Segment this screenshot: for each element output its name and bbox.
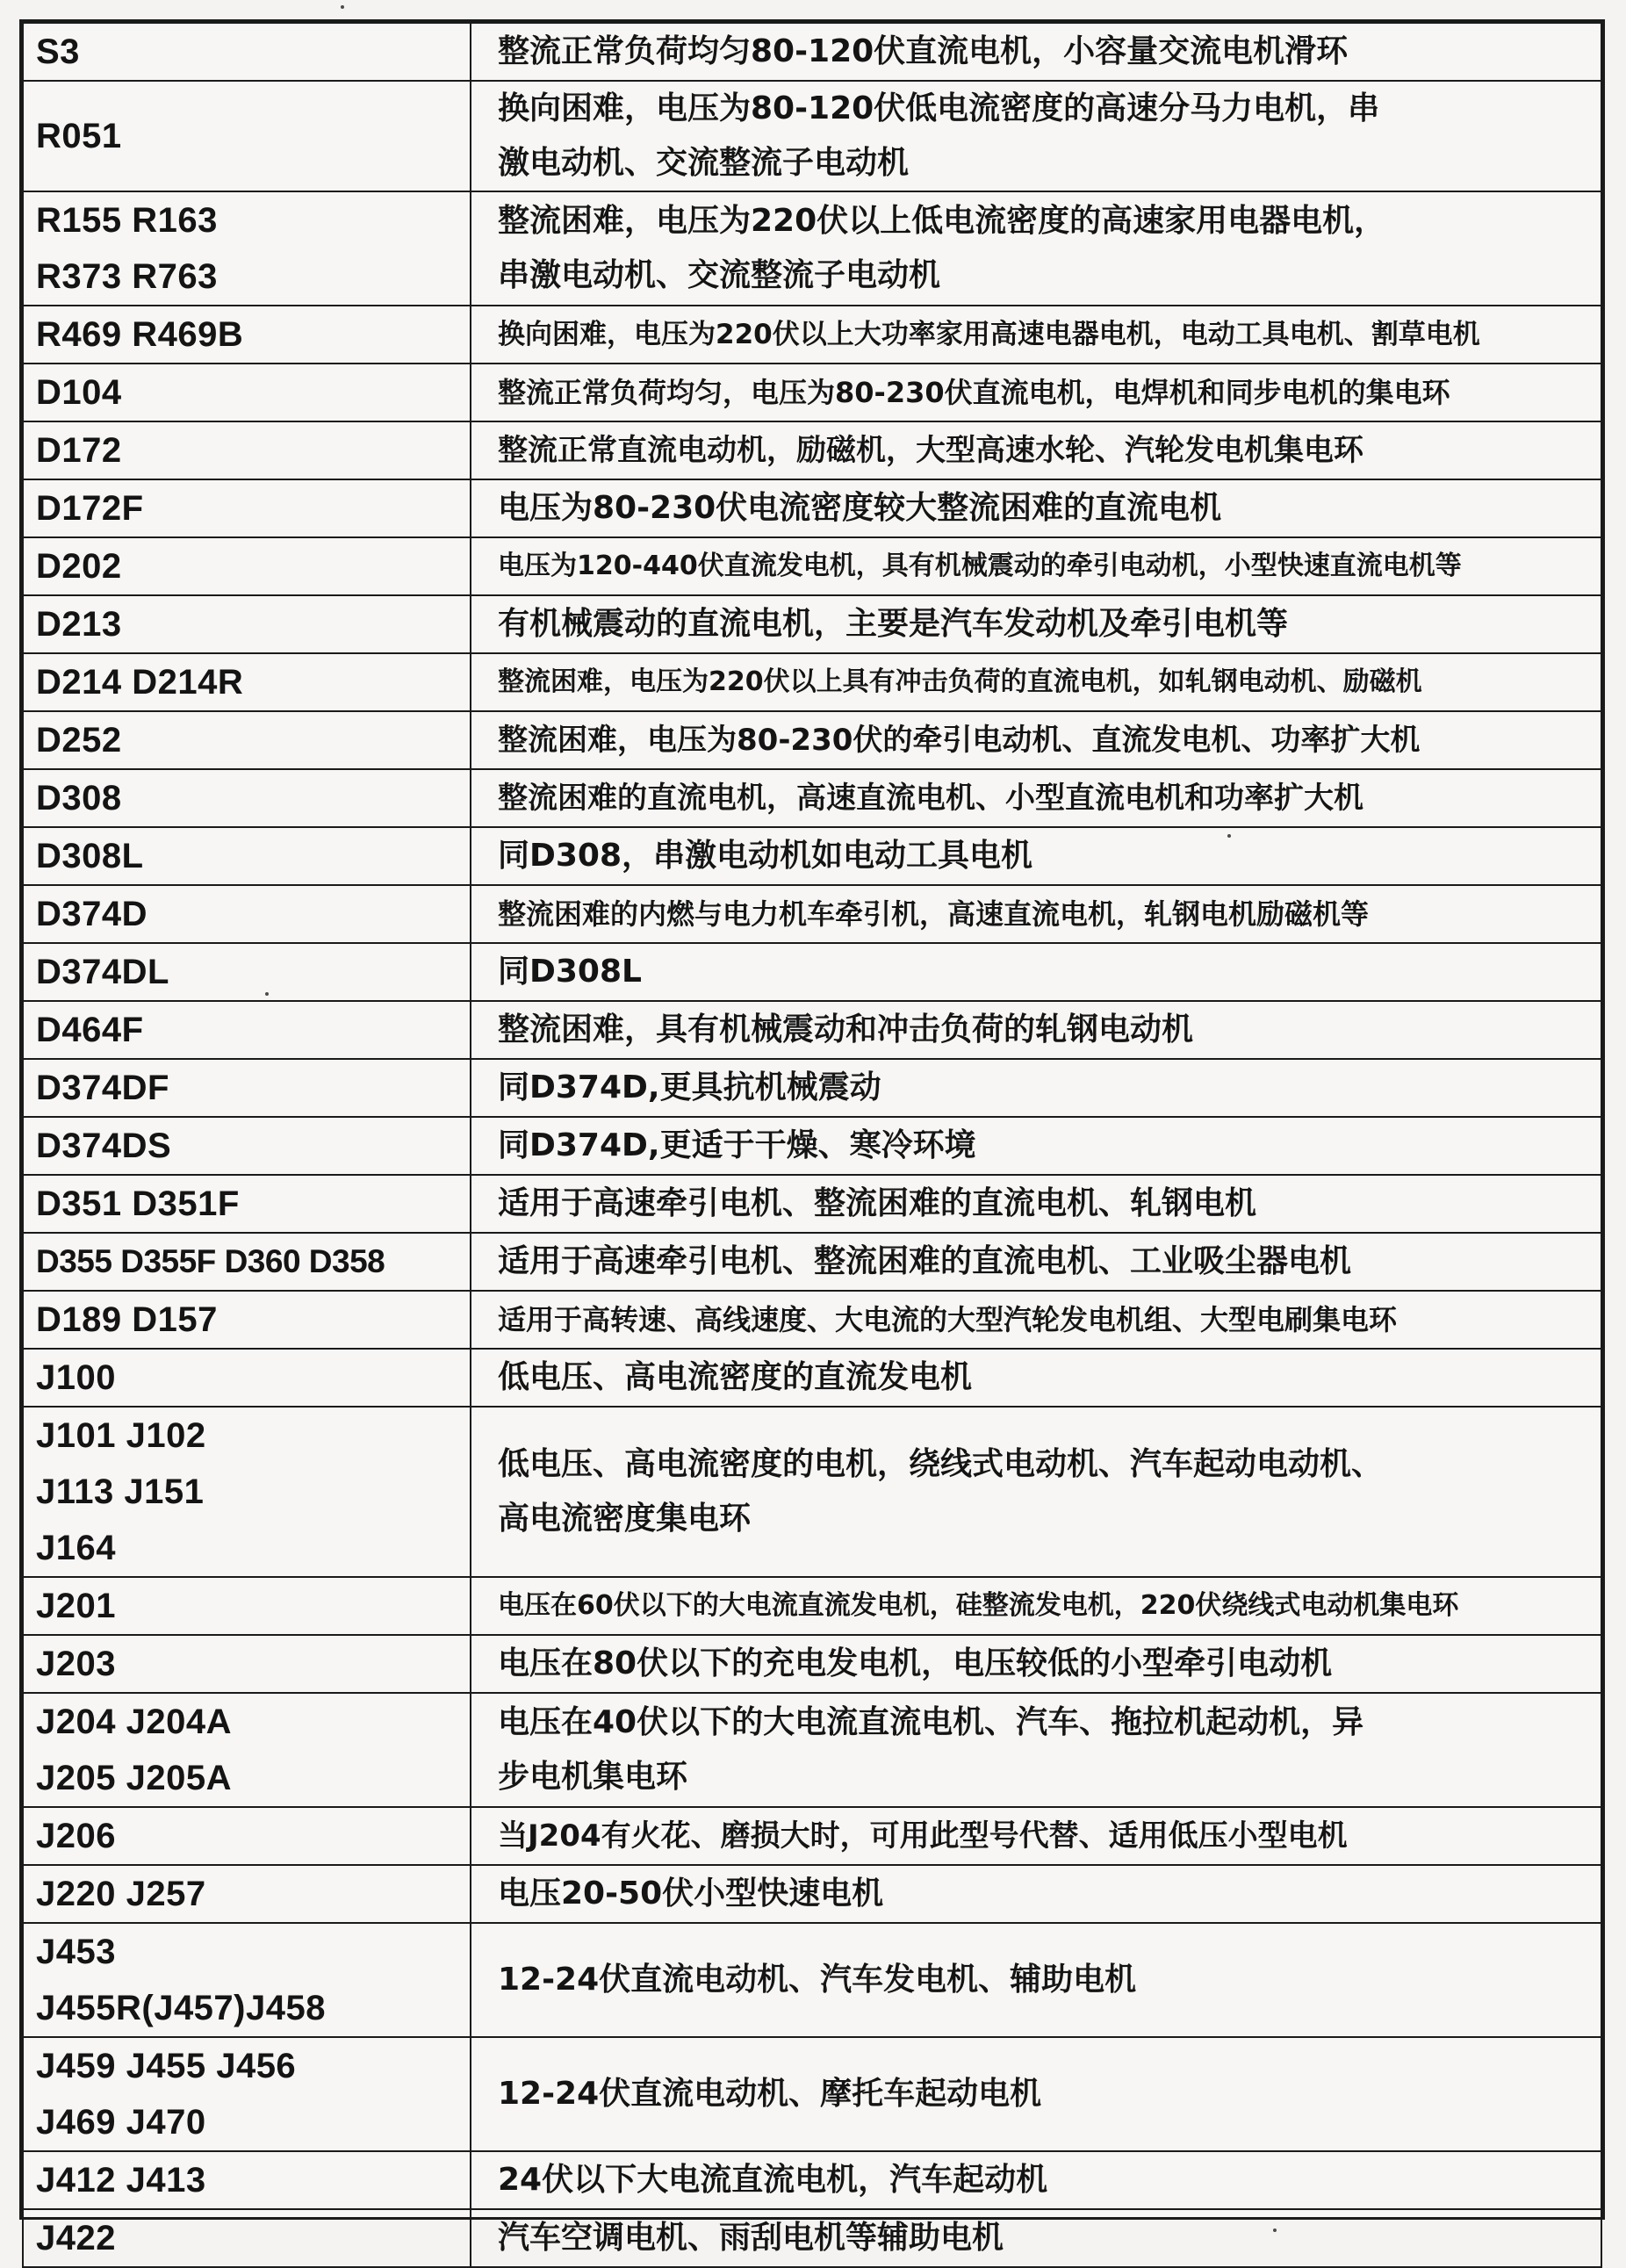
table-row [23,2037,1601,2151]
table-row [23,191,1601,306]
application-cell: 电压为120-440伏直流发电机，具有机械震动的牵引电动机，小型快速直流电机等 [471,537,1601,595]
grade-code-cell: J422 [23,2209,471,2267]
application-cell: 电压在40伏以下的大电流直流电机、汽车、拖拉机起动机，异 步电机集电环 [471,1693,1601,1807]
grade-code-cell: J220 J257 [23,1865,471,1923]
table-row [23,421,1601,479]
table-row [23,1577,1601,1635]
grade-code-cell: D214 D214R [23,653,471,711]
table-row [23,1117,1601,1175]
grade-code-cell: D374DL [23,943,471,1001]
application-cell: 低电压、高电流密度的电机，绕线式电动机、汽车起动电动机、 高电流密度集电环 [471,1407,1601,1577]
table-row [23,23,1601,81]
application-cell: 12-24伏直流电动机、汽车发电机、辅助电机 [471,1923,1601,2037]
application-cell: 整流困难，电压为80-230伏的牵引电动机、直流发电机、功率扩大机 [471,711,1601,769]
application-cell: 电压20-50伏小型快速电机 [471,1865,1601,1923]
application-cell: 12-24伏直流电动机、摩托车起动电机 [471,2037,1601,2151]
grade-code-cell: D189 D157 [23,1291,471,1349]
grade-code-cell: D172 [23,421,471,479]
application-cell: 适用于高速牵引电机、整流困难的直流电机、轧钢电机 [471,1175,1601,1233]
grade-code-cell: J201 [23,1577,471,1635]
application-cell: 整流困难的直流电机，高速直流电机、小型直流电机和功率扩大机 [471,769,1601,827]
grade-code-cell: D308L [23,827,471,885]
table-row [23,364,1601,421]
application-cell: 整流正常负荷均匀，电压为80-230伏直流电机，电焊机和同步电机的集电环 [471,364,1601,421]
brush-application-table [19,19,1605,2257]
table-row [23,2209,1601,2267]
grade-code-cell: R469 R469B [23,306,471,364]
grade-code-cell: D213 [23,595,471,653]
grade-code-cell: D104 [23,364,471,421]
table-row [23,1807,1601,1865]
grade-code-cell: R051 [23,81,471,191]
table-row [23,537,1601,595]
grade-code-cell: J203 [23,1635,471,1693]
application-cell: 整流正常直流电动机，励磁机，大型高速水轮、汽轮发电机集电环 [471,421,1601,479]
grade-code-cell: J204 J204A J205 J205A [23,1693,471,1807]
grade-code-cell: D351 D351F [23,1175,471,1233]
grade-code-cell: J100 [23,1349,471,1407]
table-row [23,2151,1601,2209]
grade-code-cell: J412 J413 [23,2151,471,2209]
application-cell: 电压在60伏以下的大电流直流发电机，硅整流发电机，220伏绕线式电动机集电环 [471,1577,1601,1635]
table-row [23,1407,1601,1577]
application-cell: 整流正常负荷均匀80-120伏直流电机，小容量交流电机滑环 [471,23,1601,81]
table-row [23,943,1601,1001]
application-cell: 整流困难，电压为220伏以上具有冲击负荷的直流电机，如轧钢电动机、励磁机 [471,653,1601,711]
grade-code-cell: R155 R163 R373 R763 [23,191,471,306]
table-row [23,1175,1601,1233]
table-row [23,769,1601,827]
application-cell: 汽车空调电机、雨刮电机等辅助电机 [471,2209,1601,2267]
table [22,22,1602,2268]
grade-code-cell: D374D [23,885,471,943]
application-cell: 整流困难的内燃与电力机车牵引机，高速直流电机，轧钢电机励磁机等 [471,885,1601,943]
grade-code-cell: S3 [23,23,471,81]
application-cell: 电压为80-230伏电流密度较大整流困难的直流电机 [471,479,1601,537]
table-row [23,1923,1601,2037]
grade-code-cell: J206 [23,1807,471,1865]
grade-code-cell: D308 [23,769,471,827]
application-cell: 有机械震动的直流电机，主要是汽车发动机及牵引电机等 [471,595,1601,653]
table-row [23,1865,1601,1923]
scan-speck [265,992,269,996]
grade-code-cell: D374DF [23,1059,471,1117]
table-row [23,653,1601,711]
application-cell: 适用于高转速、高线速度、大电流的大型汽轮发电机组、大型电刷集电环 [471,1291,1601,1349]
application-cell: 电压在80伏以下的充电发电机，电压较低的小型牵引电动机 [471,1635,1601,1693]
table-row [23,885,1601,943]
grade-code-cell: D202 [23,537,471,595]
application-cell: 同D374D,更适于干燥、寒冷环境 [471,1117,1601,1175]
table-row [23,1059,1601,1117]
application-cell: 换向困难，电压为80-120伏低电流密度的高速分马力电机，串 激电动机、交流整流子电动机 [471,81,1601,191]
table-row [23,595,1601,653]
application-cell: 24伏以下大电流直流电机，汽车起动机 [471,2151,1601,2209]
table-row [23,711,1601,769]
application-cell: 同D374D,更具抗机械震动 [471,1059,1601,1117]
application-cell: 同D308，串激电动机如电动工具电机 [471,827,1601,885]
grade-code-cell: J101 J102 J113 J151 J164 [23,1407,471,1577]
table-row [23,1693,1601,1807]
application-cell: 整流困难，具有机械震动和冲击负荷的轧钢电动机 [471,1001,1601,1059]
grade-code-cell: D374DS [23,1117,471,1175]
grade-code-cell: J459 J455 J456 J469 J470 [23,2037,471,2151]
grade-code-cell: D464F [23,1001,471,1059]
application-cell: 同D308L [471,943,1601,1001]
scan-speck [1227,834,1231,838]
table-row [23,1635,1601,1693]
application-cell: 低电压、高电流密度的直流发电机 [471,1349,1601,1407]
table-row [23,827,1601,885]
grade-code-cell: D355 D355F D360 D358 [23,1233,471,1291]
table-row [23,81,1601,191]
application-cell: 适用于高速牵引电机、整流困难的直流电机、工业吸尘器电机 [471,1233,1601,1291]
table-row [23,1001,1601,1059]
table-row [23,306,1601,364]
grade-code-cell: D172F [23,479,471,537]
scan-speck [341,5,344,9]
table-row [23,1349,1601,1407]
table-row [23,1233,1601,1291]
table-row [23,479,1601,537]
application-cell: 换向困难，电压为220伏以上大功率家用高速电器电机，电动工具电机、割草电机 [471,306,1601,364]
application-cell: 当J204有火花、磨损大时，可用此型号代替、适用低压小型电机 [471,1807,1601,1865]
grade-code-cell: J453 J455R(J457)J458 [23,1923,471,2037]
table-row [23,1291,1601,1349]
scan-speck [1273,2228,1277,2232]
grade-code-cell: D252 [23,711,471,769]
application-cell: 整流困难，电压为220伏以上低电流密度的高速家用电器电机， 串激电动机、交流整流子电动机 [471,191,1601,306]
